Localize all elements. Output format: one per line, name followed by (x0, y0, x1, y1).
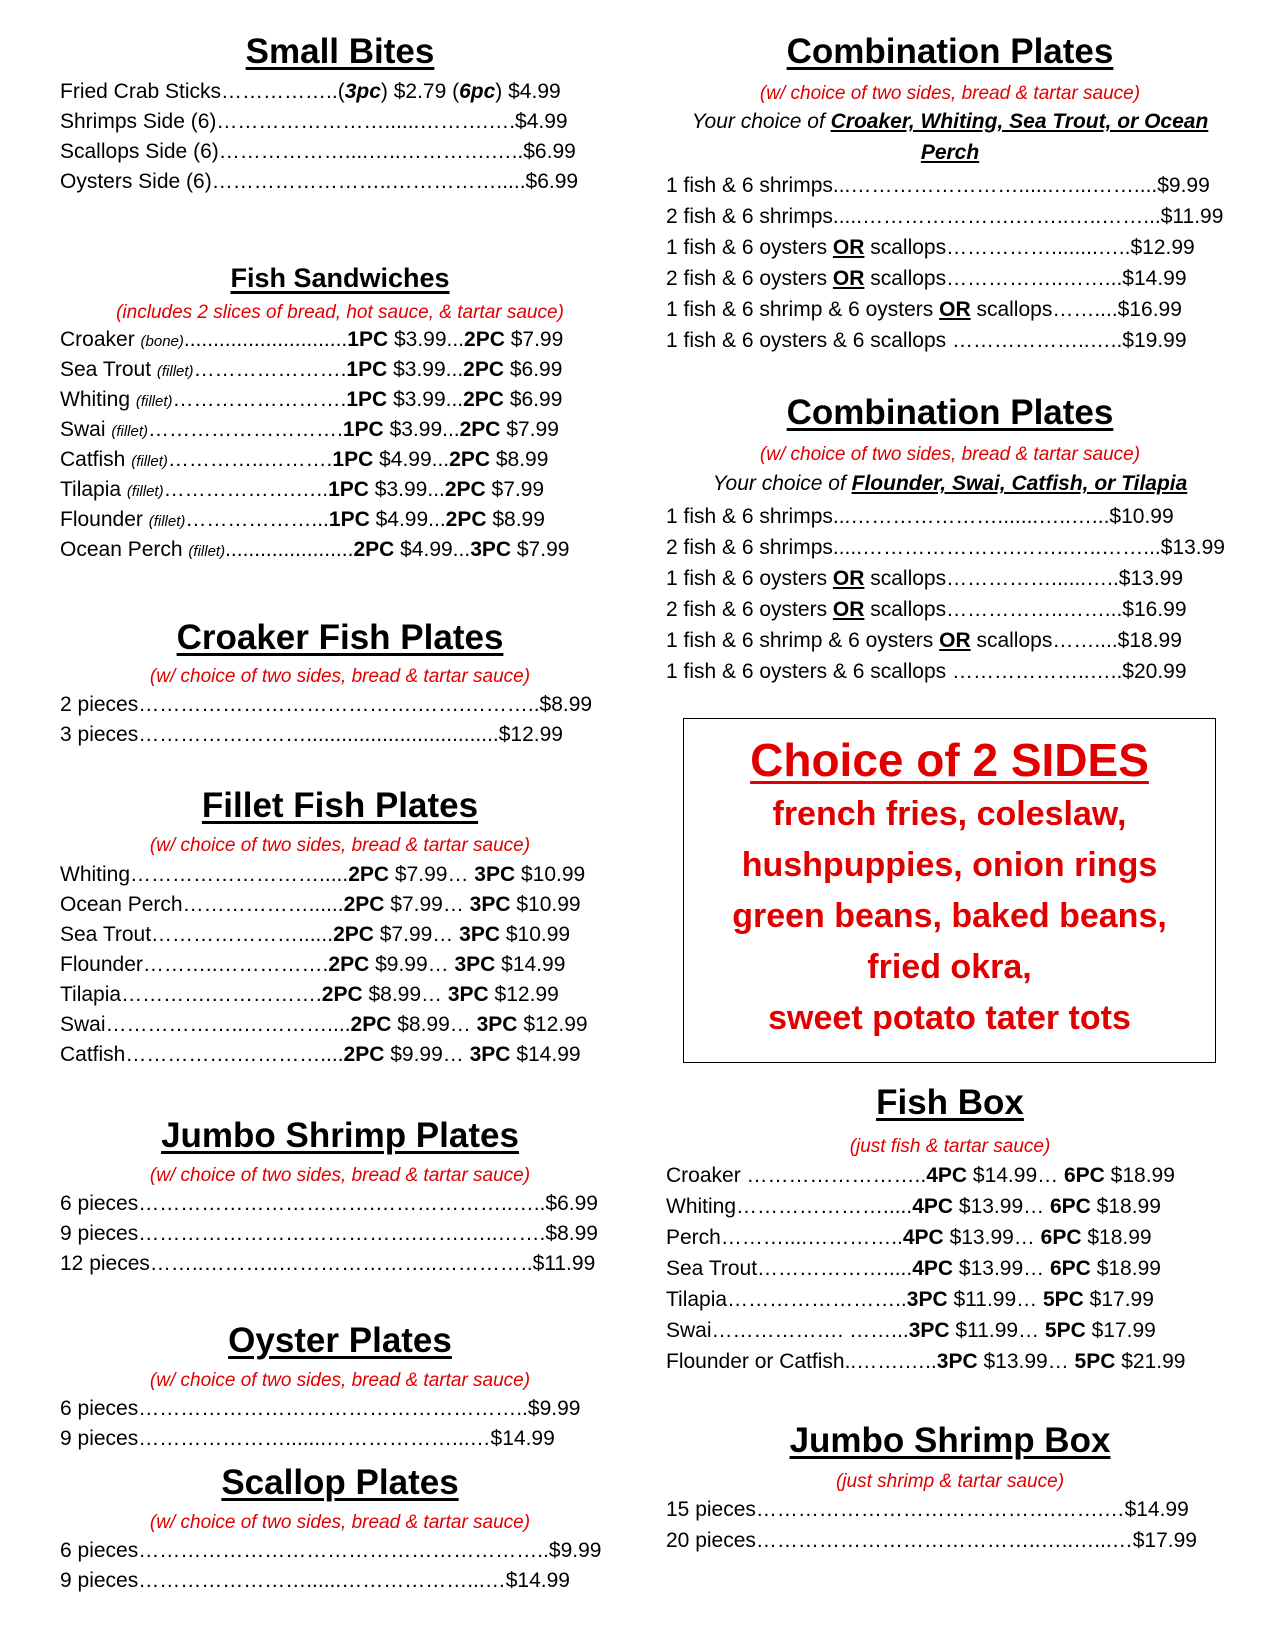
scallop-plate-item: 9 pieces……………………......………………...…$14.99 (60, 1569, 570, 1592)
sides-line: french fries, coleslaw, (772, 795, 1127, 833)
fish-box-item: Whiting………………….....4PC $13.99… 6PC $18.99 (666, 1195, 1161, 1218)
jumbo-shrimp-box-item: 15 pieces…………………………………….…….…$14.99 (666, 1498, 1189, 1521)
oyster-plate-item: 6 pieces………………………………………………..$9.99 (60, 1397, 581, 1420)
croaker-plates-title: Croaker Fish Plates (176, 618, 504, 657)
fish-box-item: Croaker ……………………..4PC $14.99… 6PC $18.99 (666, 1164, 1175, 1187)
combo-item: 1 fish & 6 shrimps...……………………......…...……....$9.99 (666, 174, 1210, 197)
combo-2-fish-choice: Your choice of Flounder, Swai, Catfish, or Tilapia (712, 472, 1188, 495)
fish-box-item: Perch………....…………..4PC $13.99… 6PC $18.99 (666, 1226, 1152, 1249)
sandwich-item: Swai (fillet)……………………….1PC $3.99...2PC $7.99 (60, 418, 559, 441)
scallop-plate-item: 6 pieces…………………………………………………..$9.99 (60, 1539, 602, 1562)
sides-line: green beans, baked beans, (732, 897, 1167, 935)
fillet-plate-item: Ocean Perch………………......2PC $7.99… 3PC $10.99 (60, 893, 581, 916)
fish-box-item: Flounder or Catfish..…….…..3PC $13.99… 5PC $21.99 (666, 1350, 1186, 1373)
sandwich-item: Sea Trout (fillet)………………….1PC $3.99...2PC $6.99 (60, 358, 563, 381)
small-bites-title: Small Bites (245, 32, 435, 71)
combo-fish-choice-cont: Perch (920, 141, 980, 164)
combo-plates-2-note: (w/ choice of two sides, bread & tartar sauce) (759, 444, 1141, 465)
croaker-plates-note: (w/ choice of two sides, bread & tartar sauce) (149, 666, 531, 687)
fillet-plates-note: (w/ choice of two sides, bread & tartar sauce) (149, 835, 531, 856)
combo-2-item: 1 fish & 6 shrimp & 6 oysters OR scallops……....$18.99 (666, 629, 1182, 652)
scallop-plates-title: Scallop Plates (221, 1463, 459, 1502)
fillet-plate-item: Whiting……………………….....2PC $7.99… 3PC $10.99 (60, 863, 586, 886)
jumbo-shrimp-box-note: (just shrimp & tartar sauce) (835, 1471, 1065, 1492)
sandwich-item: Catfish (fillet)…………..……….1PC $4.99...2PC $8.99 (60, 448, 549, 471)
sandwich-item: Croaker (bone)............................1PC $3.99...2PC $7.99 (60, 328, 564, 351)
combo-item: 1 fish & 6 oysters OR scallops……………........…..$12.99 (666, 236, 1195, 259)
sandwich-item: Flounder (fillet)………………...1PC $4.99...2PC $8.99 (60, 508, 545, 531)
combo-item: 2 fish & 6 shrimps.....………………….……..…..……...$11.99 (666, 205, 1224, 228)
fillet-plates-title: Fillet Fish Plates (201, 786, 479, 825)
croaker-plate-item: 2 pieces………………………………….…….………..$8.99 (60, 693, 593, 716)
small-bites-item: Scallops Side (6)………………....…..………….…..$6.99 (60, 140, 576, 163)
fish-box-item: Swai………………. ……...3PC $11.99… 5PC $17.99 (666, 1319, 1156, 1342)
combo-2-item: 1 fish & 6 oysters & 6 scallops ………………..…..$20.99 (666, 660, 1187, 683)
combo-item: 1 fish & 6 shrimp & 6 oysters OR scallops……....$16.99 (666, 298, 1182, 321)
fillet-plate-item: Flounder………..…………….2PC $9.99… 3PC $14.99 (60, 953, 566, 976)
fillet-plate-item: Swai………………..…………....2PC $8.99… 3PC $12.99 (60, 1013, 588, 1036)
right-column-lower (666, 0, 1234, 1650)
fish-sandwiches-title: Fish Sandwiches (230, 263, 450, 293)
jumbo-shrimp-plates-note: (w/ choice of two sides, bread & tartar sauce) (149, 1165, 531, 1186)
combo-2-item: 1 fish & 6 shrimps...………………….......…..…...$10.99 (666, 505, 1174, 528)
jumbo-shrimp-plate-item: 6 pieces…………………………….………………..…..$6.99 (60, 1192, 598, 1215)
oyster-plates-title: Oyster Plates (228, 1321, 452, 1360)
combo-item: 2 fish & 6 oysters OR scallops……………..……...$14.99 (666, 267, 1187, 290)
combo-2-item: 1 fish & 6 oysters OR scallops……………......…..$13.99 (666, 567, 1184, 590)
fish-sandwiches-note: (includes 2 slices of bread, hot sauce, & tartar sauce) (116, 302, 564, 323)
sides-title: Choice of 2 SIDES (750, 734, 1149, 786)
sides-line: hushpuppies, onion rings (741, 846, 1158, 884)
fillet-plate-item: Catfish…………….…………....2PC $9.99… 3PC $14.99 (60, 1043, 581, 1066)
fish-box-item: Sea Trout……………….....4PC $13.99… 6PC $18.99 (666, 1257, 1161, 1280)
combo-2-item: 2 fish & 6 oysters OR scallops……………..……...$16.99 (666, 598, 1187, 621)
sandwich-item: Tilapia (fillet)……………….…..1PC $3.99...2PC $7.99 (60, 478, 545, 501)
croaker-plate-item: 3 pieces…………………….................................$12.99 (60, 723, 563, 746)
fish-box-item: Tilapia……………………..3PC $11.99… 5PC $17.99 (666, 1288, 1154, 1311)
oyster-plate-item: 9 pieces………………….......………………...…$14.99 (60, 1427, 555, 1450)
jumbo-shrimp-box-item: 20 pieces…………………………………..…..…...…$17.99 (666, 1529, 1197, 1552)
scallop-plates-note: (w/ choice of two sides, bread & tartar sauce) (149, 1512, 531, 1533)
jumbo-shrimp-plates-title: Jumbo Shrimp Plates (161, 1116, 519, 1155)
sides-line: fried okra, (867, 948, 1032, 986)
left-column (60, 0, 620, 1650)
sandwich-item: Whiting (fillet)…………………….1PC $3.99...2PC $6.99 (60, 388, 563, 411)
fillet-plate-item: Sea Trout…………………......2PC $7.99… 3PC $10.99 (60, 923, 571, 946)
fish-box-note: (just fish & tartar sauce) (849, 1136, 1051, 1157)
oyster-plates-note: (w/ choice of two sides, bread & tartar sauce) (149, 1370, 531, 1391)
combo-fish-choice: Your choice of Croaker, Whiting, Sea Trout, or Ocean (691, 110, 1209, 133)
small-bites-item: Fried Crab Sticks……………..(3pc) $2.79 (6pc) $4.99 (60, 80, 561, 103)
jumbo-shrimp-plate-item: 9 pieces………………………………….…….…..…….$8.99 (60, 1222, 598, 1245)
combo-plates-title: Combination Plates (786, 32, 1114, 71)
combo-plates-note: (w/ choice of two sides, bread & tartar sauce) (759, 83, 1141, 104)
fillet-plate-item: Tilapia………….…………….2PC $8.99… 3PC $12.99 (60, 983, 559, 1006)
small-bites-item: Oysters Side (6)……………………..…………….....$6.99 (60, 170, 579, 193)
combo-plates-2-title: Combination Plates (786, 393, 1114, 432)
jumbo-shrimp-plate-item: 12 pieces……..………..…………………..…………..$11.99 (60, 1252, 596, 1275)
jumbo-shrimp-box-title: Jumbo Shrimp Box (789, 1421, 1111, 1460)
combo-2-item: 2 fish & 6 shrimps.....………………….……..…..……...$13.99 (666, 536, 1225, 559)
combo-item: 1 fish & 6 oysters & 6 scallops ………………..…..$19.99 (666, 329, 1187, 352)
sandwich-item: Ocean Perch (fillet)......................2PC $4.99...3PC $7.99 (60, 538, 570, 561)
small-bites-item: Shrimps Side (6)……………………......……….….$4.99 (60, 110, 568, 133)
sides-line: sweet potato tater tots (768, 999, 1131, 1037)
fish-box-title: Fish Box (876, 1083, 1024, 1122)
